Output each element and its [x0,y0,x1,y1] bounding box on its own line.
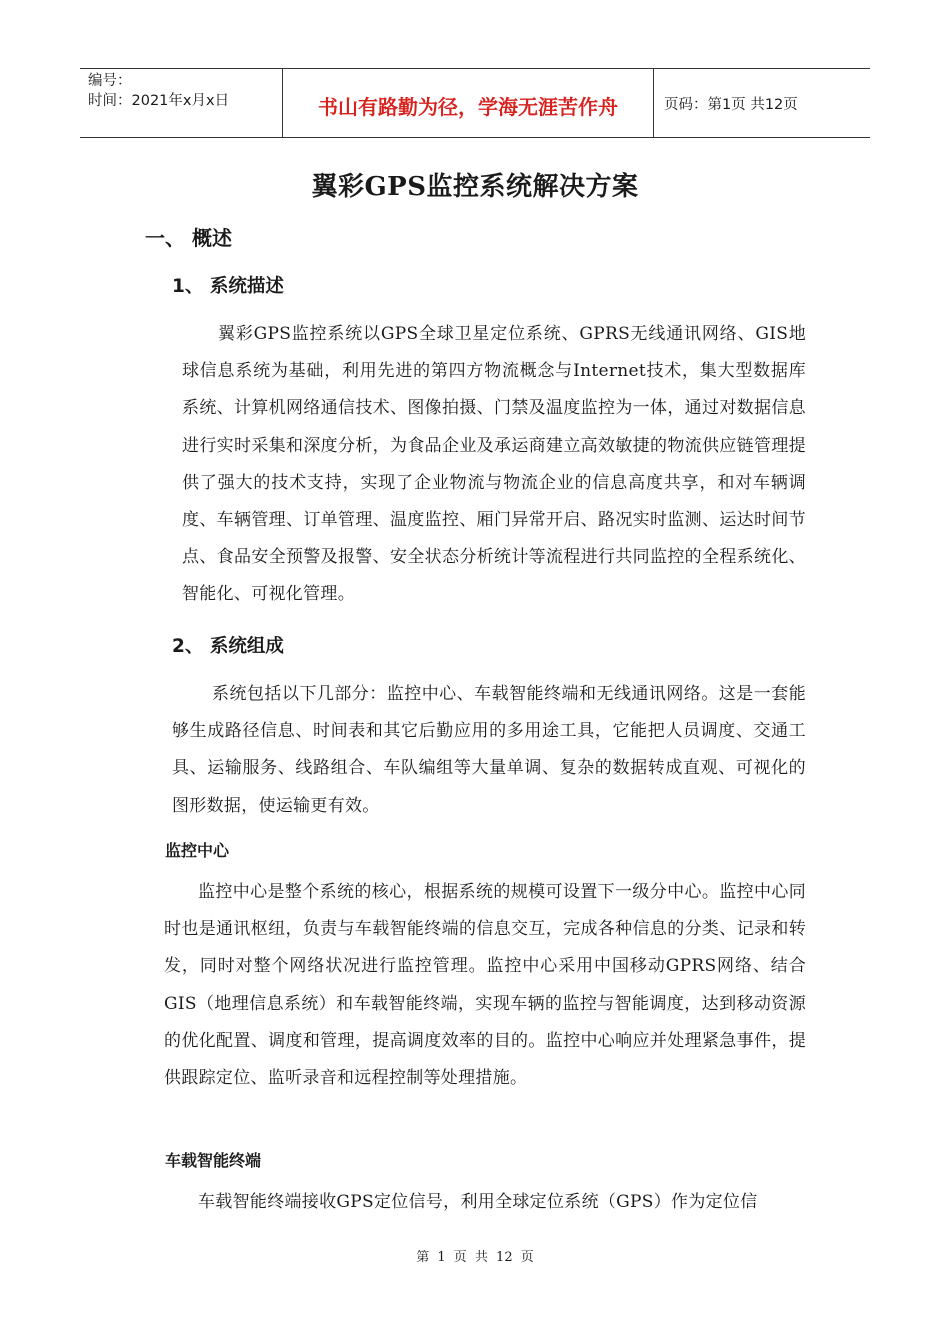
header-motto: 书山有路勤为径，学海无涯苦作舟 [282,69,654,137]
page-footer: 第 1 页 共 12 页 [416,1250,534,1265]
time-label: 时间：2021年x月x日 [88,93,230,109]
header-table [80,68,870,138]
paragraph-system-composition: 系统包括以下几部分：监控中心、车载智能终端和无线通讯网络。这是一套能够生成路径信息、时间表和其它后勤应用的多用途工具，它能把人员调度、交通工具、运输服务、线路组合、车队编组等大量单调、复杂的数据转成直观、可视化的图形数据，使运输更有效。 [172,684,806,816]
header-meta [80,69,282,137]
heading-vehicle-terminal: 车载智能终端 [165,1151,262,1170]
paragraph-vehicle-terminal: 车载智能终端接收GPS定位信号，利用全球定位系统（GPS）作为定位信 [198,1192,758,1212]
paragraph-monitor-center: 监控中心是整个系统的核心，根据系统的规模可设置下一级分中心。监控中心同时也是通讯枢纽，负责与车载智能终端的信息交互，完成各种信息的分类、记录和转发，同时对整个网络状况进行监控管理。监控中心采用中国移动GPRS网络、结合GIS（地理信息系统）和车载智能终端，实现车辆的监控与智能调度，达到移动资源的优化配置、调度和管理，提高调度效率的目的。监控中心响应并处理紧急事件，提供跟踪定位、监听录音和远程控制等处理措施。 [164,882,806,1089]
document-title: 翼彩GPS监控系统解决方案 [311,172,639,202]
paragraph-system-description: 翼彩GPS监控系统以GPS全球卫星定位系统、GPRS无线通讯网络、GIS地球信息系统为基础，利用先进的第四方物流概念与Internet技术，集大型数据库系统、计算机网络通信技术、图像拍摄、门禁及温度监控为一体，通过对数据信息进行实时采集和深度分析，为食品企业及承运商建立高效敏捷的物流供应链管理提供了强大的技术支持，实现了企业物流与物流企业的信息高度共享，和对车辆调度、车辆管理、订单管理、温度监控、厢门异常开启、路况实时监测、运达时间节点、食品安全预警及报警、安全状态分析统计等流程进行共同监控的全程系统化、智能化、可视化管理。 [182,324,806,605]
number-label: 编号： [88,73,132,89]
section-heading-overview: 一、 概述 [145,226,232,250]
heading-monitor-center: 监控中心 [165,841,230,860]
header-page-info: 页码：第1页 共12页 [664,96,798,113]
subsection-heading-composition: 2、 系统组成 [172,636,284,657]
subsection-heading-description: 1、 系统描述 [172,276,284,297]
